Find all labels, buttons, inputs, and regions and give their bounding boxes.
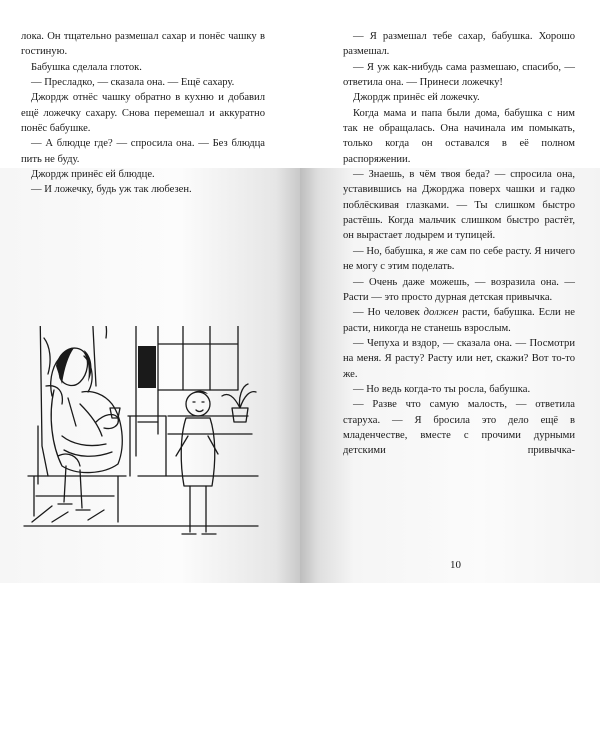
paragraph: — Но ведь когда-то ты росла, бабушка. xyxy=(353,383,531,395)
paragraph: — Очень даже можешь, — возразила она. — Расти — это просто дурная детская привычка. xyxy=(343,276,575,303)
paragraph: Джордж принёс ей ложечку. xyxy=(353,92,480,104)
right-page-text xyxy=(343,29,575,459)
paragraph: лока. Он тщательно размешал сахар и понёс чашку в гостиную. xyxy=(21,31,265,58)
paragraph: — И ложечку, будь уж так любезен. xyxy=(31,184,192,196)
paragraph-part: — Но человек xyxy=(353,307,424,319)
grandma-and-george-drawing-icon xyxy=(18,326,263,541)
paragraph: — Разве что самую малость, — ответила старуха. — Я бросила это дело ещё в младенчестве, вместе с прочими дурными детскими привычка- xyxy=(343,399,575,457)
paragraph: Джордж принёс ей блюдце. xyxy=(31,169,155,181)
paragraph: Джордж отнёс чашку обратно в кухню и добавил ещё ложечку сахару. Снова перемешал и аккуратно понёс бабушке. xyxy=(21,92,265,135)
paragraph: Когда мама и папа были дома, бабушка с ним так не обращалась. Она начинала им помыкать, только когда он оставался в её полном распоряжении. xyxy=(343,107,575,165)
paragraph: — Чепуха и вздор, — сказала она. — Посмотри на меня. Я расту? Расту или нет, скажи? Вот то-то же. xyxy=(343,337,575,380)
paragraph: — Я размешал тебе сахар, бабушка. Хорошо размешал. xyxy=(343,31,575,58)
paragraph: — Пресладко, — сказала она. — Ещё сахару. xyxy=(31,77,235,89)
paragraph: — Я уж как-нибудь сама размешаю, спасибо, — ответила она. — Принеси ложечку! xyxy=(343,61,575,89)
paragraph: Бабушка сделала глоток. xyxy=(31,61,142,73)
emphasis: должен xyxy=(423,307,459,319)
left-page-text xyxy=(21,29,265,198)
paragraph-part: расти, бабушка. Если не расти, никогда не станешь взрослым. xyxy=(343,307,575,334)
paragraph xyxy=(343,305,575,336)
paragraph: — А блюдце где? — спросила она. — Без блюдца пить не буду. xyxy=(21,138,265,165)
paragraph: — Но, бабушка, я же сам по себе расту. Я ничего не могу с этим поделать. xyxy=(343,245,575,273)
page-number: 10 xyxy=(450,559,461,571)
paragraph: — Знаешь, в чём твоя беда? — спросила она, уставившись на Джорджа поверх чашки и гадко поблёскивая глазками. — Ты слишком быстро растёшь. Когда мальчик слишком быстро растёт, он вырастает лодырем и тупицей. xyxy=(343,169,575,242)
